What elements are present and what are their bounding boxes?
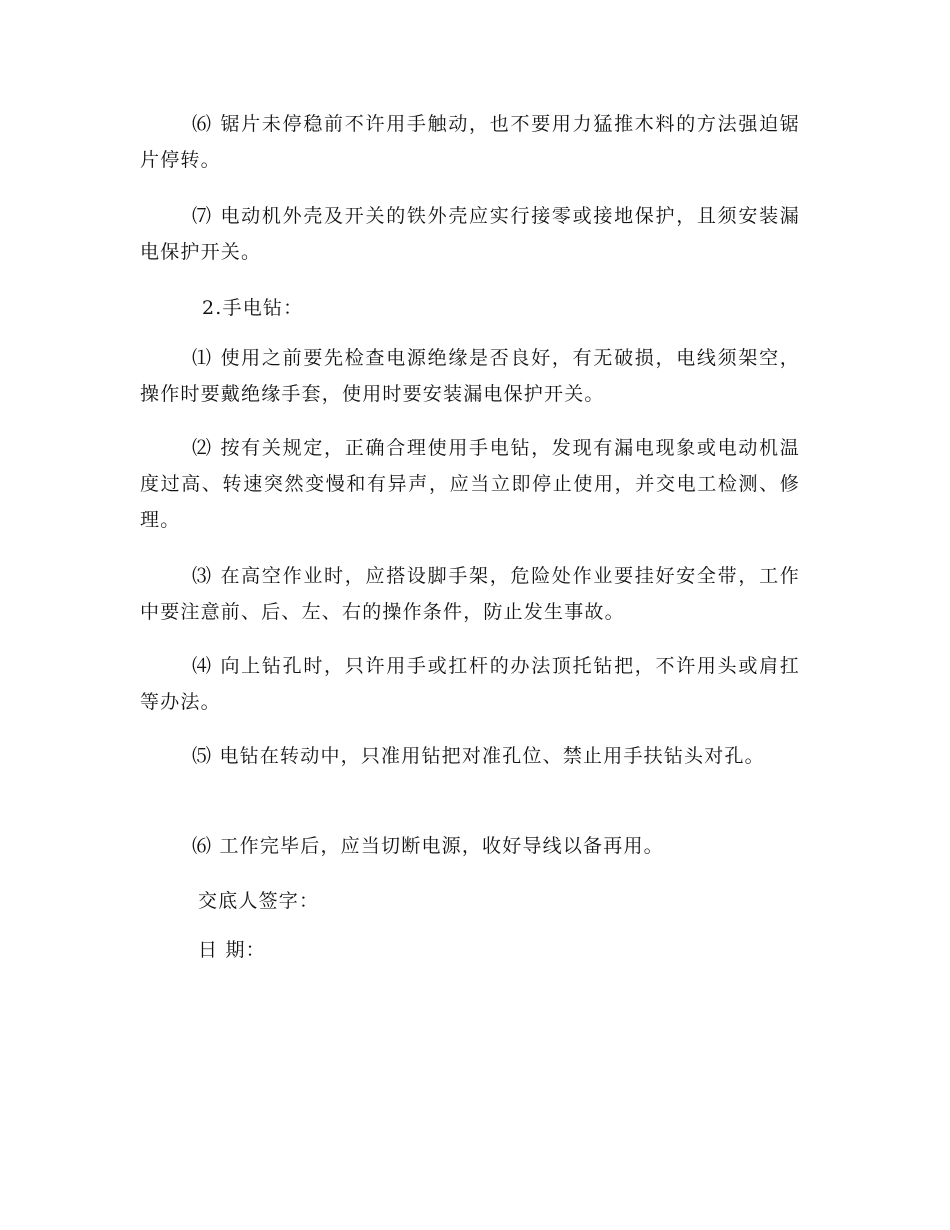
paragraph-drill-item-5: ⑸ 电钻在转动中，只准用钻把对准孔位、禁止用手扶钻头对孔。 xyxy=(192,745,765,767)
paragraph-saw-item-7: ⑺ 电动机外壳及开关的铁外壳应实行接零或接地保护，且须安装漏电保护开关。 xyxy=(140,205,800,263)
signer-label: 交底人签字： xyxy=(198,890,320,912)
section-heading-hand-drill: 2.手电钻： xyxy=(202,297,304,319)
paragraph-drill-item-6: ⑹ 工作完毕后，应当切断电源，收好导线以备再用。 xyxy=(192,835,664,857)
paragraph-saw-item-6: ⑹ 锯片未停稳前不许用手触动，也不要用力猛推木料的方法强迫锯片停转。 xyxy=(140,113,800,171)
paragraph-drill-item-1: ⑴ 使用之前要先检查电源绝缘是否良好，有无破损，电线须架空，操作时要戴绝缘手套，使用时要安装漏电保护开关。 xyxy=(140,347,800,405)
paragraph-drill-item-3: ⑶ 在高空作业时，应搭设脚手架，危险处作业要挂好安全带，工作中要注意前、后、左、右的操作条件，防止发生事故。 xyxy=(140,565,800,623)
paragraph-drill-item-2: ⑵ 按有关规定，正确合理使用手电钻，发现有漏电现象或电动机温度过高、转速突然变慢和有异声，应当立即停止使用，并交电工检测、修理。 xyxy=(140,437,800,531)
date-label: 日 期： xyxy=(198,939,266,961)
paragraph-drill-item-4: ⑷ 向上钻孔时，只许用手或扛杆的办法顶托钻把，不许用头或肩扛等办法。 xyxy=(140,655,800,713)
